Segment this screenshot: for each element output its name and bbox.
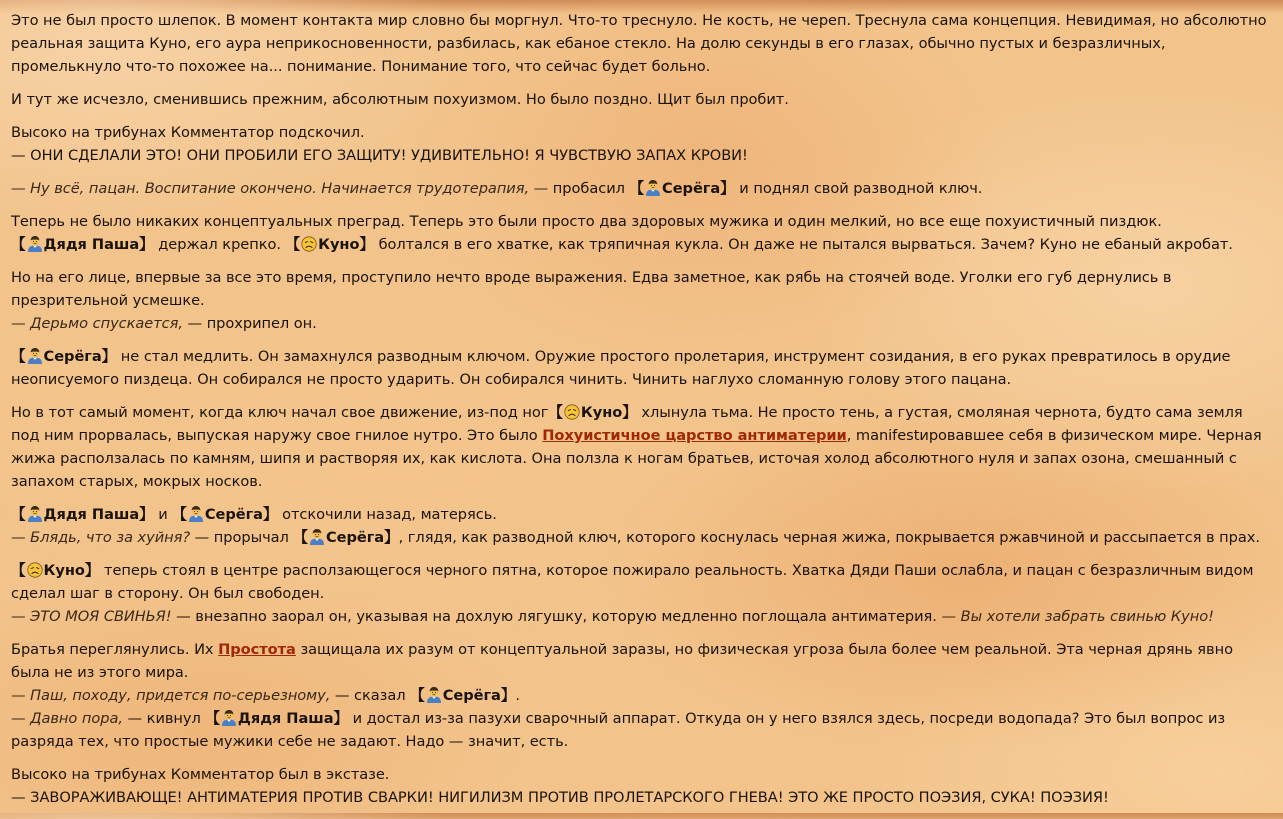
character-name: Дядя Паша xyxy=(43,236,140,253)
paragraph-text: , manifestировавшее себя в физическом мире. Черная жижа расползалась по камням, шипя и растворяя их, как кислота. Она ползла к ногам братьев, источая холод абсолютного нуля и запах озона, смешанный с запахом старых, мокрых носков. xyxy=(11,427,1262,490)
paragraph-text: Высоко на трибунах Комментатор подскочил. xyxy=(11,124,365,141)
paragraph-text: отскочили назад, матерясь. xyxy=(277,506,497,523)
paragraph-text: Это не был просто шлепок. В момент контакта мир словно бы моргнул. Что-то треснуло. Не кость, не череп. Треснула сама концепция. Невидимая, но абсолютно реальная защита Куно, его аура неприкосновенности, разбилась, как ебаное стекло. На долю секунды в его глазах, обычно пустых и безразличных, промелькнуло что-то похожее на... понимание. Понимание того, что сейчас будет больно. xyxy=(11,12,1267,75)
man-mechanic-icon xyxy=(27,347,43,364)
dialogue-line: — ЭТО МОЯ СВИНЬЯ! xyxy=(11,608,172,625)
bracket-open: 【 xyxy=(11,506,26,523)
man-mechanic-icon xyxy=(221,709,237,726)
dialogue-line: — Вы хотели забрать свинью Куно! xyxy=(941,608,1214,625)
dialogue-line: — Давно пора, xyxy=(11,710,123,727)
character-tag-pasha xyxy=(205,710,348,727)
bracket-open: 【 xyxy=(410,687,425,704)
paragraph-text: защищала их разум от концептуальной заразы, но физическая угроза была более чем реальной. Эта черная дрянь явно была не из этого мира. xyxy=(11,641,1233,681)
bracket-close: 】 xyxy=(262,506,278,523)
paragraph-text: хлынула тьма. Не просто тень, а густая, смоляная чернота, будто сама земля под ним прорвалась, выпуская наружу свое гнилое нутро. Это было xyxy=(11,404,1243,444)
paragraph-text: И тут же исчезло, сменившись прежним, абсолютным похуизмом. Но было поздно. Щит был пробит. xyxy=(11,91,789,108)
character-tag-kuno xyxy=(548,404,636,421)
man-mechanic-icon xyxy=(426,686,442,703)
paragraph-text: — кивнул xyxy=(122,710,206,727)
bracket-open: 【 xyxy=(11,348,26,365)
bracket-close: 】 xyxy=(500,687,516,704)
character-tag-pasha xyxy=(11,506,154,523)
paragraph-text: . xyxy=(515,687,520,704)
character-tag-serega xyxy=(293,529,398,546)
bracket-open: 【 xyxy=(293,529,308,546)
character-tag-pasha xyxy=(11,236,154,253)
character-tag-serega xyxy=(410,687,515,704)
bracket-open: 【 xyxy=(548,404,563,421)
character-name: Серёга xyxy=(43,348,102,365)
dialogue-line: — Паш, походу, придется по-серьезному, xyxy=(11,687,331,704)
character-tag-serega xyxy=(11,348,116,365)
character-name: Куно xyxy=(43,562,85,579)
paragraph-text: , глядя, как разводной ключ, которого коснулась черная жижа, покрывается ржавчиной и рассыпается в прах. xyxy=(398,529,1260,546)
paragraph-text: и поднял свой разводной ключ. xyxy=(734,180,983,197)
paragraph xyxy=(11,9,1273,78)
paragraph-text: держал крепко. xyxy=(153,236,286,253)
paragraph xyxy=(11,266,1273,335)
story-text xyxy=(11,9,1273,819)
paragraph xyxy=(11,345,1273,391)
bracket-close: 】 xyxy=(333,710,349,727)
paragraph xyxy=(11,401,1273,493)
dialogue-line: — Ну всё, пацан. Воспитание окончено. Начинается трудотерапия, — xyxy=(11,180,549,197)
paragraph-text: Высоко на трибунах Комментатор был в экстазе. xyxy=(11,766,390,783)
paragraph xyxy=(11,638,1273,753)
paragraph xyxy=(11,121,1273,167)
character-name: Серёга xyxy=(325,529,385,546)
paragraph-text: — прорычал xyxy=(190,529,294,546)
paragraph xyxy=(11,88,1273,111)
paragraph-text: теперь стоял в центре расползающегося черного пятна, которое пожирало реальность. Хватка Дяди Паши ослабла, и пацан с безразличным видом сделал шаг в сторону. Он был свободен. xyxy=(11,562,1254,602)
paragraph-text: — сказал xyxy=(330,687,411,704)
paragraph-text: Но в тот самый момент, когда ключ начал свое движение, из-под ног xyxy=(11,404,549,421)
character-name: Серёга xyxy=(442,687,501,704)
commentator-shout: — ОНИ СДЕЛАЛИ ЭТО! ОНИ ПРОБИЛИ ЕГО ЗАЩИТУ! УДИВИТЕЛЬНО! Я ЧУВСТВУЮ ЗАПАХ КРОВИ! xyxy=(11,147,748,164)
bracket-close: 】 xyxy=(359,236,374,253)
paragraph-text: — прохрипел он. xyxy=(182,315,317,332)
simplicity-link[interactable]: Простота xyxy=(218,641,296,658)
character-name: Куно xyxy=(580,404,623,421)
character-tag-serega xyxy=(630,180,735,197)
character-tag-kuno xyxy=(11,562,99,579)
paragraph-text: — внезапно заорал он, указывая на дохлую лягушку, которую медленно поглощала антиматерия. xyxy=(171,608,942,625)
paragraph-text: и достал из-за пазухи сварочный аппарат. Откуда он у него взялся здесь, посреди водопада? Это был вопрос из разряда тех, что простые мужики себе не задают. Надо — значит, есть. xyxy=(11,710,1226,750)
bracket-close: 】 xyxy=(384,529,399,546)
bracket-open: 【 xyxy=(172,506,187,523)
bracket-close: 】 xyxy=(622,404,637,421)
man-mechanic-icon xyxy=(309,528,325,545)
man-mechanic-icon xyxy=(188,505,204,522)
character-name: Дядя Паша xyxy=(237,710,334,727)
character-name: Дядя Паша xyxy=(43,506,140,523)
antimatter-kingdom-link[interactable]: Похуистичное царство антиматерии xyxy=(542,427,847,444)
bracket-close: 】 xyxy=(84,562,100,579)
tired-face-icon xyxy=(27,562,43,578)
bracket-open: 【 xyxy=(11,236,26,253)
dialogue-line: — Блядь, что за хуйня? xyxy=(11,529,191,546)
paragraph xyxy=(11,503,1273,549)
tired-face-icon xyxy=(564,404,580,420)
paragraph xyxy=(11,559,1273,628)
paragraph xyxy=(11,177,1273,200)
bracket-open: 【 xyxy=(285,236,301,253)
bracket-open: 【 xyxy=(205,710,220,727)
paragraph-text: пробасил xyxy=(548,180,630,197)
paragraph-text: и xyxy=(153,506,173,523)
man-mechanic-icon xyxy=(645,179,661,196)
character-tag-serega xyxy=(172,506,277,523)
paragraph-text: Теперь не было никаких концептуальных преград. Теперь это были просто два здоровых мужика и один мелкий, но все еще похуистичный пиздюк. xyxy=(11,213,1162,230)
paragraph xyxy=(11,763,1273,809)
bracket-close: 】 xyxy=(720,180,735,197)
character-tag-kuno xyxy=(286,236,374,253)
man-mechanic-icon xyxy=(27,235,43,252)
character-name: Куно xyxy=(318,236,360,253)
paragraph-text: Братья переглянулись. Их xyxy=(11,641,219,658)
commentator-shout: — ЗАВОРАЖИВАЮЩЕ! АНТИМАТЕРИЯ ПРОТИВ СВАРКИ! НИГИЛИЗМ ПРОТИВ ПРОЛЕТАРСКОГО ГНЕВА! ЭТО ЖЕ ПРОСТО ПОЭЗИЯ, СУКА! ПОЭЗИЯ! xyxy=(11,789,1109,806)
character-name: Серёга xyxy=(204,506,263,523)
tired-face-icon xyxy=(301,236,317,252)
character-name: Серёга xyxy=(662,180,721,197)
dialogue-line: — Дерьмо спускается, xyxy=(11,315,183,332)
bracket-close: 】 xyxy=(139,236,154,253)
paragraph-text: не стал медлить. Он замахнулся разводным ключом. Оружие простого пролетария, инструмент созидания, в его руках превратилось в орудие неописуемого пиздеца. Он собирался не просто ударить. Он собирался чинить. Чинить наглухо сломанную голову этого пацана. xyxy=(11,348,1231,388)
paragraph xyxy=(11,210,1273,256)
bracket-open: 【 xyxy=(11,562,26,579)
man-mechanic-icon xyxy=(27,505,43,522)
bracket-close: 】 xyxy=(101,348,117,365)
paragraph-text: болтался в его хватке, как тряпичная кукла. Он даже не пытался вырваться. Зачем? Куно не ебаный акробат. xyxy=(373,236,1233,253)
bracket-open: 【 xyxy=(629,180,645,197)
bracket-close: 】 xyxy=(139,506,154,523)
paragraph-text: Но на его лице, впервые за все это время, проступило нечто вроде выражения. Едва заметное, как рябь на стоячей воде. Уголки его губ дернулись в презрительной усмешке. xyxy=(11,269,1172,309)
